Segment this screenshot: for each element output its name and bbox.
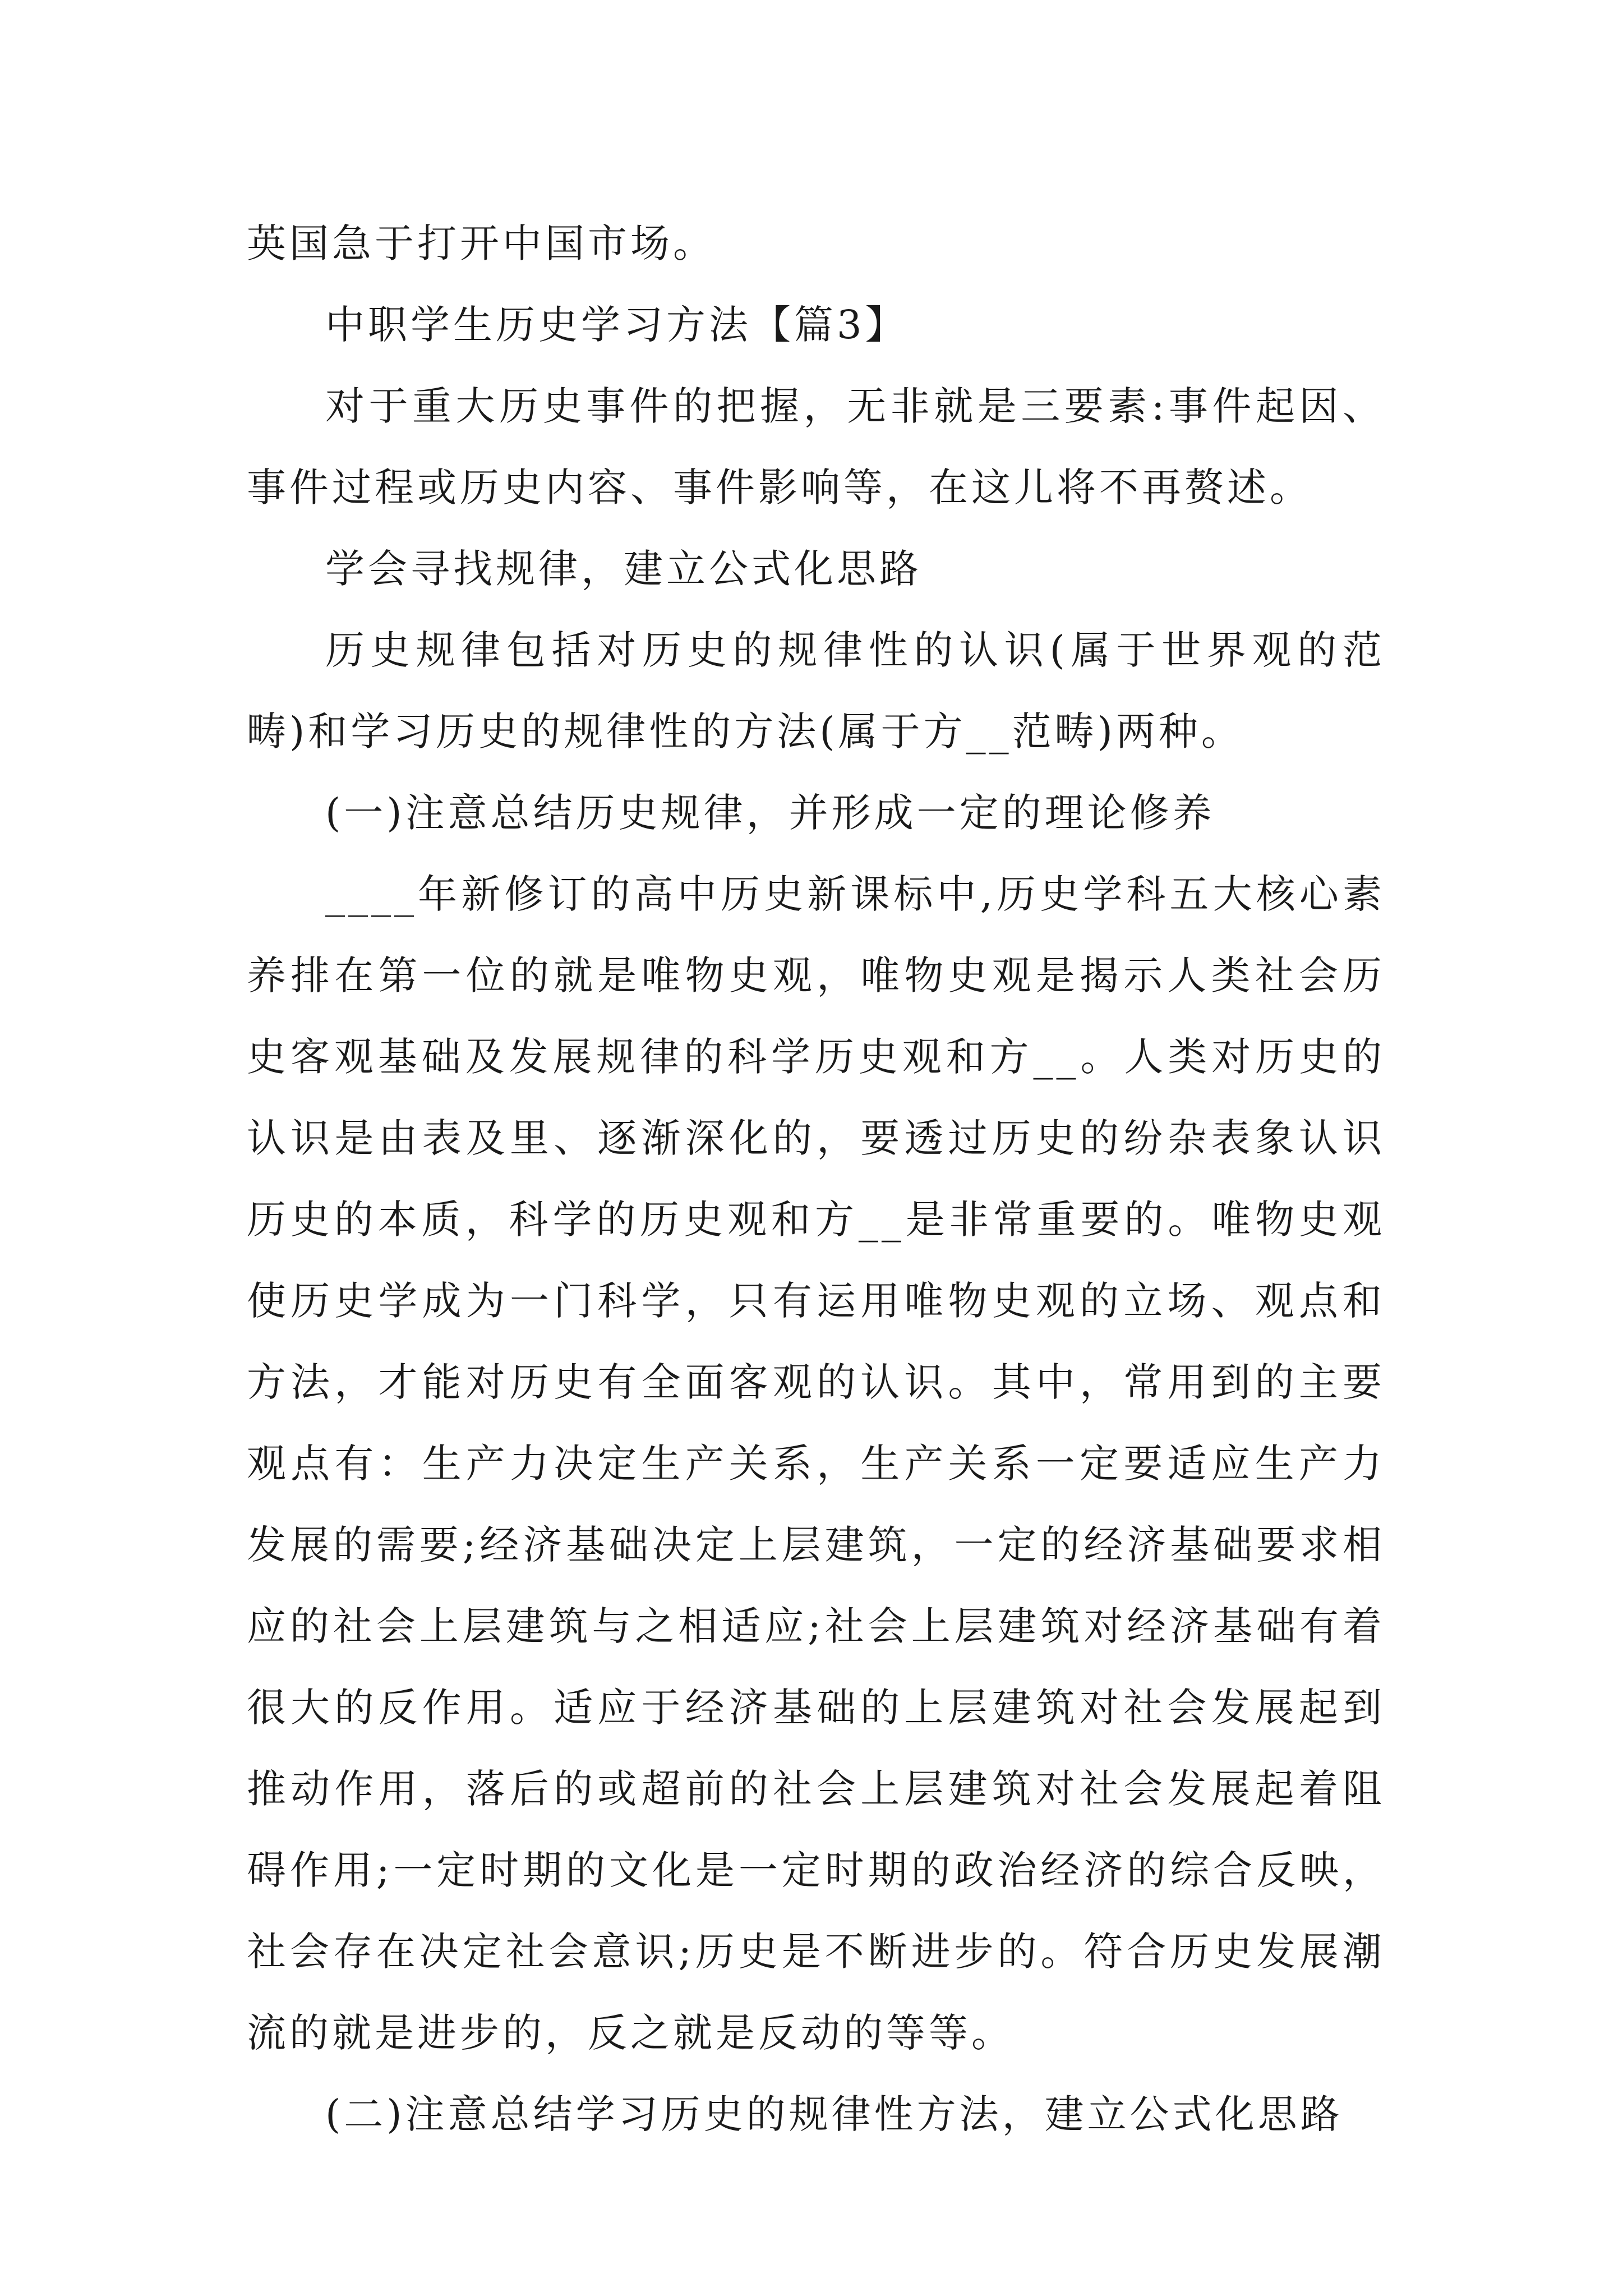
subheading-one: (一)注意总结历史规律，并形成一定的理论修养 [325, 790, 1215, 836]
section-heading: 中职学生历史学习方法【篇3】 [325, 302, 908, 348]
subheading: 学会寻找规律，建立公式化思路 [325, 546, 922, 592]
paragraph: 历史规律包括对历史的规律性的认识(属于世界观的范畴)和学习历史的规律性的方法(属于方__范畴)两种。 [247, 627, 1385, 754]
paragraph: 对于重大历史事件的把握，无非就是三要素:事件起因、事件过程或历史内容、事件影响等，在这儿将不再赘述。 [247, 383, 1385, 510]
subheading-two: (二)注意总结学习历史的规律性方法，建立公式化思路 [325, 2091, 1343, 2137]
document-body [247, 203, 1385, 2155]
paragraph-continuation: 英国急于打开中国市场。 [247, 220, 716, 266]
paragraph: ____年新修订的高中历史新课标中,历史学科五大核心素养排在第一位的就是唯物史观，唯物史观是揭示人类社会历史客观基础及发展规律的科学历史观和方__。人类对历史的认识是由表及里、逐渐深化的，要透过历史的纷杂表象认识历史的本质，科学的历史观和方__是非常重要的。唯物史观使历史学成为一门科学，只有运用唯物史观的立场、观点和方法，才能对历史有全面客观的认识。其中，常用到的主要观点有：生产力决定生产关系，生产关系一定要适应生产力发展的需要;经济基础决定上层建筑，一定的经济基础要求相应的社会上层建筑与之相适应;社会上层建筑对经济基础有着很大的反作用。适应于经济基础的上层建筑对社会发展起到推动作用，落后的或超前的社会上层建筑对社会发展起着阻碍作用;一定时期的文化是一定时期的政治经济的综合反映，社会存在决定社会意识;历史是不断进步的。符合历史发展潮流的就是进步的，反之就是反动的等等。 [247, 871, 1385, 2056]
